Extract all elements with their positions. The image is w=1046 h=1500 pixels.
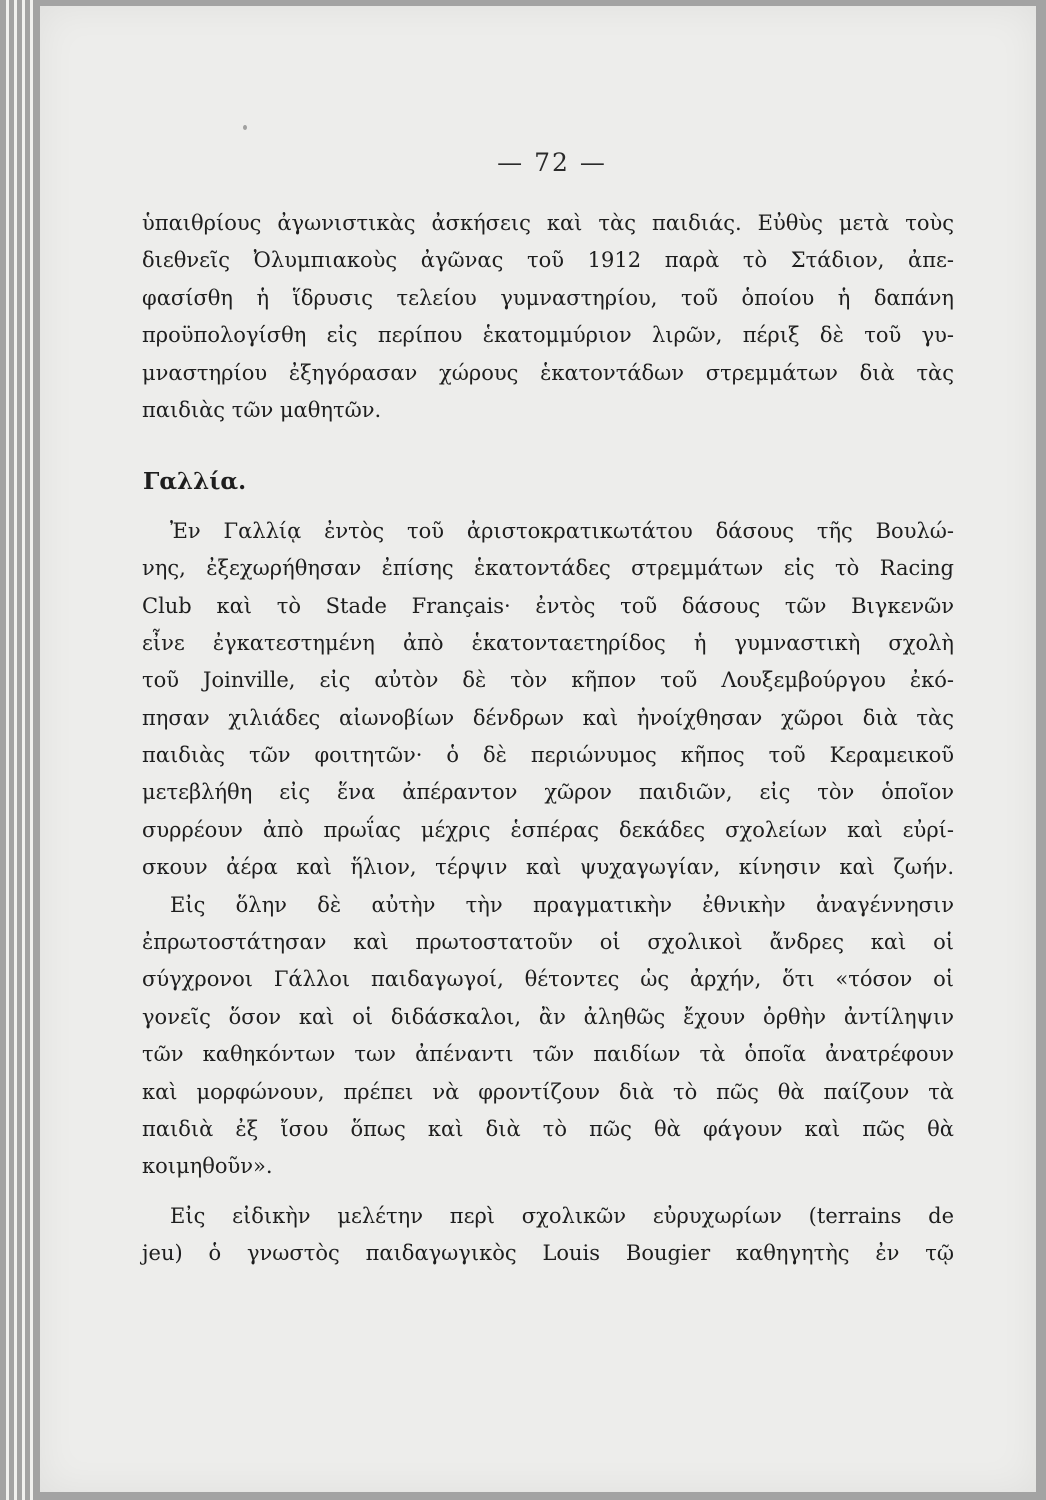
text-line: παιδιὰ ἐξ ἴσου ὅπως καὶ διὰ τὸ πῶς θὰ φάγουν καὶ πῶς θὰ <box>142 1116 954 1141</box>
text-line: φασίσθη ἡ ἵδρυσις τελείου γυμναστηρίου, τοῦ ὁποίου ἡ δαπάνη <box>142 285 954 310</box>
text-line: τοῦ Joinville, εἰς αὐτὸν δὲ τὸν κῆπον τοῦ Λουξεμβούργου ἐκό- <box>142 668 954 693</box>
page-edge <box>22 0 25 1500</box>
text-line: συρρέουν ἀπὸ πρωΐας μέχρις ἑσπέρας δεκάδες σχολείων καὶ εὐρί- <box>142 817 954 842</box>
text-line: παιδιὰς τῶν μαθητῶν. <box>142 397 382 422</box>
page-edge <box>14 0 17 1500</box>
body-text <box>142 205 954 1273</box>
text-line: ἐπρωτοστάτησαν καὶ πρωτοστατοῦν οἱ σχολικοὶ ἄνδρες καὶ οἱ <box>142 930 954 955</box>
page-edge <box>30 0 33 1500</box>
text-line: Εἰς ὅλην δὲ αὐτὴν τὴν πραγματικὴν ἐθνικὴν ἀναγέννησιν <box>170 892 954 917</box>
text-line: jeu) ὁ γνωστὸς παιδαγωγικὸς Louis Bougier καθηγητὴς ἐν τῷ <box>142 1241 954 1266</box>
text-line: προϋπολογίσθη εἰς περίπου ἑκατομμύριον λιρῶν, πέριξ δὲ τοῦ γυ- <box>142 323 954 348</box>
text-line: σύγχρονοι Γάλλοι παιδαγωγοί, θέτοντες ὡς ἀρχήν, ὅτι «τόσον οἱ <box>142 967 954 992</box>
text-line: τῶν καθηκόντων των ἀπέναντι τῶν παιδίων τὰ ὁποῖα ἀνατρέφουν <box>142 1042 954 1067</box>
text-line: Εἰς εἰδικὴν μελέτην περὶ σχολικῶν εὐρυχωρίων (terrains de <box>170 1203 954 1228</box>
text-line: σκουν ἀέρα καὶ ἥλιον, τέρψιν καὶ ψυχαγωγίαν, κίνησιν καὶ ζωήν. <box>142 855 954 880</box>
text-line: διεθνεῖς Ὀλυμπιακοὺς ἀγῶνας τοῦ 1912 παρὰ τὸ Στάδιον, ἀπε- <box>142 248 954 273</box>
text-line: γονεῖς ὅσον καὶ οἱ διδάσκαλοι, ἂν ἀληθῶς ἔχουν ὀρθὴν ἀντίληψιν <box>142 1004 954 1029</box>
text-line: παιδιὰς τῶν φοιτητῶν· ὁ δὲ περιώνυμος κῆπος τοῦ Κεραμεικοῦ <box>142 743 954 768</box>
text-line: νης, ἐξεχωρήθησαν ἐπίσης ἑκατοντάδες στρεμμάτων εἰς τὸ Racing <box>142 556 954 581</box>
ink-speck <box>243 125 247 130</box>
page-number: — 72 — <box>497 148 607 177</box>
text-line: μετεβλήθη εἰς ἕνα ἀπέραντον χῶρον παιδιῶν, εἰς τὸν ὁποῖον <box>142 780 954 805</box>
text-line: καὶ μορφώνουν, πρέπει νὰ φροντίζουν διὰ τὸ πῶς θὰ παίζουν τὰ <box>142 1079 954 1104</box>
text-line: εἶνε ἐγκατεστημένη ἀπὸ ἑκατονταετηρίδος ἡ γυμναστικὴ σχολὴ <box>142 630 954 655</box>
text-line: ὑπαιθρίους ἀγωνιστικὰς ἀσκήσεις καὶ τὰς παιδιάς. Εὐθὺς μετὰ τοὺς <box>142 211 954 235</box>
text-line: Club καὶ τὸ Stade Français· ἐντὸς τοῦ δάσους τῶν Βιγκενῶν <box>142 593 954 618</box>
text-line: πησαν χιλιάδες αἰωνοβίων δένδρων καὶ ἠνοίχθησαν χῶροι διὰ τὰς <box>142 705 954 730</box>
text-line: μναστηρίου ἐξηγόρασαν χώρους ἑκατοντάδων στρεμμάτων διὰ τὰς <box>142 360 954 385</box>
section-heading: Γαλλία. <box>143 468 247 496</box>
text-line: Ἐν Γαλλίᾳ ἐντὸς τοῦ ἀριστοκρατικωτάτου δάσους τῆς Βουλώ- <box>170 518 954 543</box>
text-line: κοιμηθοῦν». <box>142 1154 273 1179</box>
page-edge <box>6 0 9 1500</box>
